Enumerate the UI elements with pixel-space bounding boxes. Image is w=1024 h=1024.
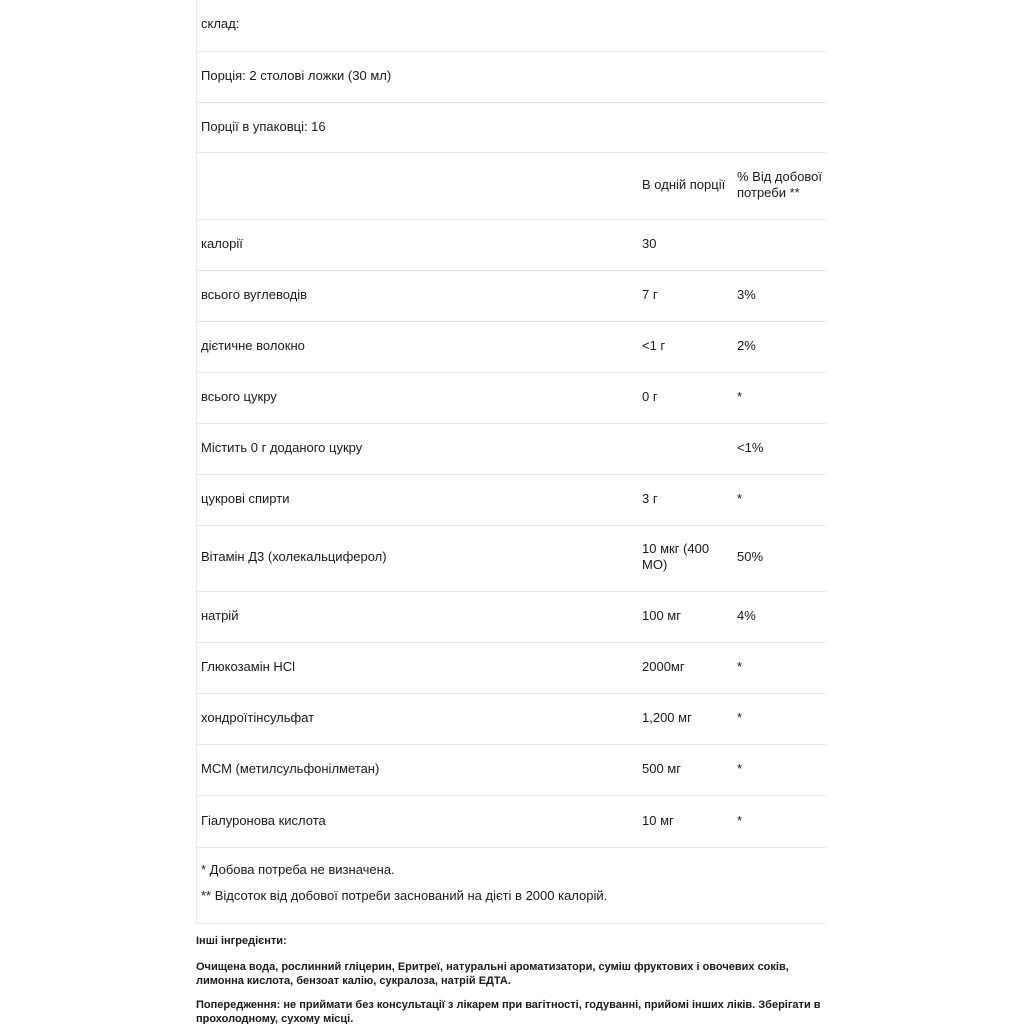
servings-per-container-label: Порції в упаковці: 16 [201,119,326,134]
footnote-daily-value-basis: ** Відсоток від добової потреби заснований на дієті в 2000 калорій. [201,888,608,903]
nutrient-daily-value: <1% [737,440,764,455]
nutrient-daily-value: * [737,761,743,776]
per-serving-header: В одній порції [642,177,726,192]
nutrient-name: Глюкозамін HCl [201,659,296,674]
nutrient-row [197,745,826,796]
footnote-not-established: * Добова потреба не визначена. [201,862,395,877]
daily-value-header: % Від добової потреби ** [737,169,823,200]
nutrient-row [197,424,826,475]
nutrient-name: всього цукру [201,389,277,404]
nutrient-amount: 2000мг [642,659,685,674]
column-header-row [197,153,826,220]
nutrient-amount: 3 г [642,491,658,506]
serving-size-label: Порція: 2 столові ложки (30 мл) [201,68,392,83]
nutrient-amount: 7 г [642,287,658,302]
nutrient-amount: 0 г [642,389,658,404]
nutrient-name: натрій [201,608,239,623]
other-ingredients-heading: Інші інгредієнти: [196,935,287,947]
nutrient-daily-value: 50% [737,549,764,564]
nutrient-name: МСМ (метилсульфонілметан) [201,761,380,776]
nutrient-row [197,271,826,322]
servings-per-container-row [197,103,826,153]
nutrient-row [197,475,826,526]
nutrient-daily-value: 2% [737,338,756,353]
nutrient-name: всього вуглеводів [201,287,308,302]
footnotes [196,846,825,924]
composition-label: склад: [201,16,240,31]
nutrient-daily-value: 3% [737,287,756,302]
nutrient-daily-value: 4% [737,608,756,623]
nutrient-row [197,592,826,643]
nutrient-amount: 10 мг [642,813,674,828]
nutrient-daily-value: * [737,659,743,674]
supplement-facts-table [196,0,826,848]
other-ingredients-text: Очищена вода, рослинний гліцерин, Еритрeї, натуральні ароматизатори, суміш фруктових і овочевих соків, лимонна кислота, бензоат калію, сукралоза, натрій ЕДТА. [196,961,789,987]
nutrient-row [197,220,826,271]
nutrient-amount: 500 мг [642,761,681,776]
nutrient-row [197,373,826,424]
nutrient-row [197,322,826,373]
composition-row [197,0,826,52]
serving-size-row [197,52,826,103]
nutrient-row [197,694,826,745]
nutrient-daily-value: * [737,389,743,404]
nutrient-daily-value: * [737,491,743,506]
nutrient-amount: 1,200 мг [642,710,692,725]
nutrient-amount: 10 мкг (400 МО) [642,541,710,572]
nutrient-name: Вітамін Д3 (холекальциферол) [201,549,387,564]
nutrient-daily-value: * [737,710,743,725]
nutrient-row [197,526,826,592]
nutrient-name: хондроїтінсульфат [201,710,315,725]
warning-text: Попередження: не приймати без консультації з лікарем при вагітності, годуванні, прийомі інших ліків. Зберігати в прохолодному, сухому місці. [196,999,821,1024]
nutrient-row [197,643,826,694]
nutrient-amount: 30 [642,236,657,251]
nutrient-name: дієтичне волокно [201,338,305,353]
other-ingredients-section [196,934,826,1024]
nutrient-amount: <1 г [642,338,666,353]
nutrient-daily-value: * [737,813,743,828]
nutrient-name: цукрові спирти [201,491,290,506]
nutrient-name: калорії [201,236,243,251]
nutrient-name: Містить 0 г доданого цукру [201,440,363,455]
nutrient-row [197,796,826,848]
nutrient-name: Гіалуронова кислота [201,813,326,828]
nutrient-amount: 100 мг [642,608,681,623]
